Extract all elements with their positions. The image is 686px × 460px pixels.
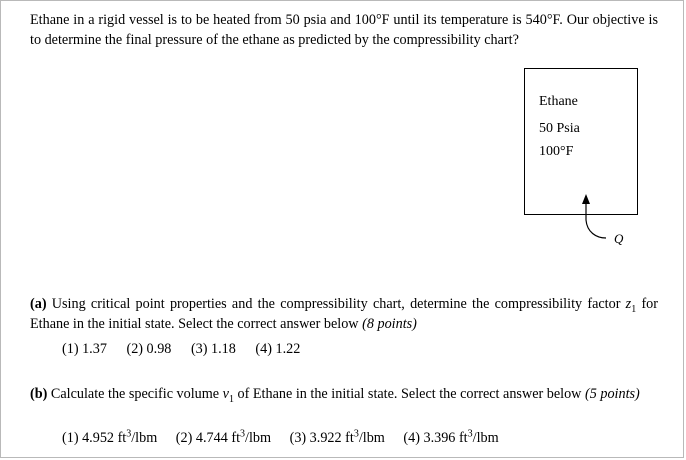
part-a-question xyxy=(30,294,658,334)
part-b-text-2: of Ethane in the initial state. Select the correct answer below xyxy=(233,386,585,402)
part-b-choice-4[interactable] xyxy=(403,430,498,446)
part-b-choice-1[interactable] xyxy=(62,430,157,446)
part-b-choice-2[interactable] xyxy=(176,430,271,446)
unit-ft: ft xyxy=(231,430,241,446)
unit-lbm: /lbm xyxy=(245,430,272,446)
unit-lbm: /lbm xyxy=(472,430,499,446)
heat-arrow-icon xyxy=(572,192,612,242)
part-a-text-2: for Ethane in the initial state. Select the correct answer below xyxy=(30,296,658,332)
unit-exponent: 3 xyxy=(353,428,359,440)
part-a-variable-subscript: 1 xyxy=(631,303,637,315)
part-a-tag: (a) xyxy=(30,296,47,312)
part-a-choices xyxy=(62,341,316,358)
part-a-variable: z xyxy=(625,296,632,312)
part-b-variable: v xyxy=(222,386,229,402)
part-a-points: (8 points) xyxy=(362,316,417,332)
vessel-gas-label: Ethane xyxy=(539,94,578,109)
vessel-diagram xyxy=(524,68,638,246)
unit-lbm: /lbm xyxy=(131,430,158,446)
vessel-temperature-label: 100°F xyxy=(539,144,574,159)
part-b-variable-subscript: 1 xyxy=(228,393,234,405)
part-b-choice-3[interactable] xyxy=(290,430,385,446)
unit-lbm: /lbm xyxy=(358,430,385,446)
unit-ft: ft xyxy=(458,430,468,446)
problem-statement: Ethane in a rigid vessel is to be heated from 50 psia and 100°F until its temperature is 540°F. Our objective is to determine the final pressure of the ethane as predicted by the compressibility chart? xyxy=(30,12,658,48)
unit-exponent: 3 xyxy=(467,428,473,440)
part-b-points: (5 points) xyxy=(584,386,640,402)
part-a-text-1: Using critical point properties and the compressibility chart, determine the compressibility factor xyxy=(46,296,626,312)
part-b-choices xyxy=(62,430,514,447)
part-b-question xyxy=(30,384,658,404)
part-a-choice-4[interactable]: (4) 1.22 xyxy=(255,341,301,357)
unit-ft: ft xyxy=(117,430,127,446)
part-a-choice-3[interactable]: (3) 1.18 xyxy=(190,341,236,357)
heat-label: Q xyxy=(614,231,624,246)
part-b-text-1: Calculate the specific volume xyxy=(47,386,223,402)
vessel-pressure-label: 50 Psia xyxy=(539,121,580,136)
unit-ft: ft xyxy=(345,430,354,446)
part-a-choice-2[interactable]: (2) 0.98 xyxy=(126,341,172,357)
part-b-choice-2-value: (2) 4.744 xyxy=(175,430,228,446)
part-b-tag: (b) xyxy=(30,386,48,402)
unit-exponent: 3 xyxy=(126,428,132,440)
part-b-choice-3-value: (3) 3.922 xyxy=(289,430,342,446)
part-a-choice-1[interactable]: (1) 1.37 xyxy=(62,341,107,357)
unit-exponent: 3 xyxy=(240,428,246,440)
part-b-choice-1-value: (1) 4.952 xyxy=(62,430,115,446)
part-b-choice-4-value: (4) 3.396 xyxy=(403,430,456,446)
